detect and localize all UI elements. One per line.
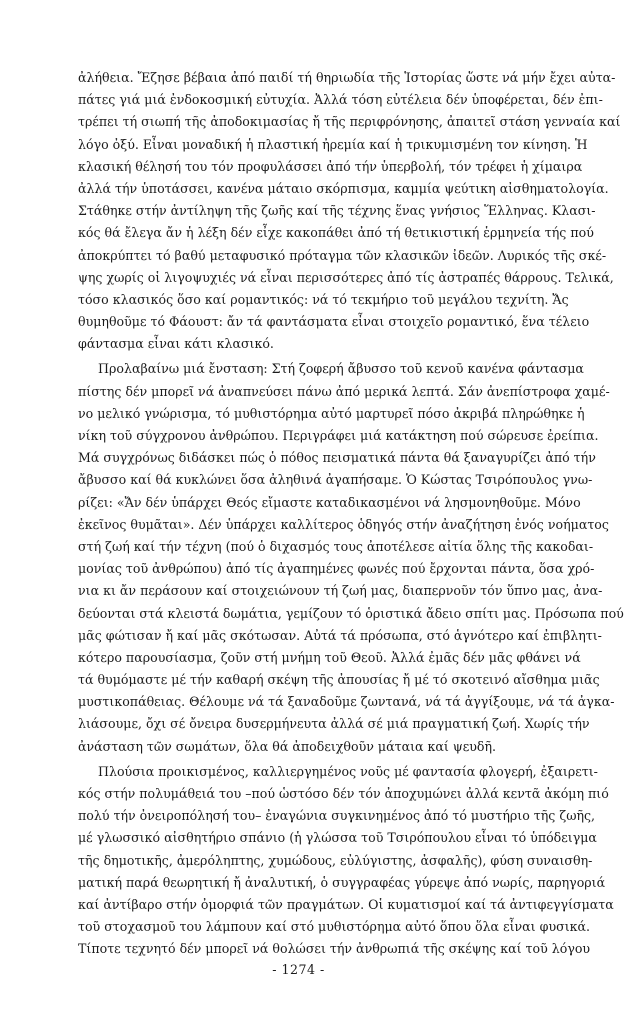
- text-line: Πλούσια προικισμένος, καλλιεργημένος νοῦς μέ φαντασία φλογερή, ἐξαιρετι-: [98, 763, 598, 779]
- text-line: μᾶς φώτισαν ἤ καί μᾶς σκότωσαν. Αὐτά τά πρόσωπα, στό ἁγνότερο καί ἐπιβλητι-: [78, 627, 602, 643]
- text-line: ἄβυσσο καί θά κυκλώνει ὅσα ἀληθινά ἀγαπήσαμε. Ὁ Κώστας Τσιρόπουλος γνω-: [78, 472, 593, 488]
- text-line: καί ἀντίβαρο στήν ὀμορφιά τῶν πραγμάτων. Οἱ κυματισμοί καί τά ἀντιφεγγίσματα: [78, 896, 614, 912]
- text-line: μέ γλωσσικό αἰσθητήριο σπάνιο (ἡ γλώσσα τοῦ Τσιρόπουλου εἶναι τό ὑπόδειγμα: [78, 830, 597, 846]
- text-line: νια κι ἄν περάσουν καί στοιχειώνουν τή ζωή μας, διαπερνοῦν τόν ὕπνο μας, ἀνα-: [78, 583, 603, 599]
- body-text: [78, 67, 624, 961]
- text-line: ματική παρά θεωρητική ἤ ἀναλυτική, ὁ συγγραφέας γύρεψε ἀπό νωρίς, παρηγοριά: [78, 874, 606, 890]
- text-line: Στάθηκε στήν ἀντίληψη τῆς ζωῆς καί τῆς τέχνης ἕνας γνήσιος Ἕλληνας. Κλασι-: [78, 203, 596, 219]
- text-line: φάντασμα εἶναι κάτι κλασικό.: [78, 336, 274, 352]
- text-line: λόγο ὀξύ. Εἶναι μοναδική ἡ πλαστική ἠρεμία καί ἡ τρικυμισμένη τον κίνηση. Ἡ: [78, 136, 588, 152]
- paragraph-2: [78, 358, 624, 757]
- text-line: κός θά ἔλεγα ἄν ἡ λέξη δέν εἶχε κακοπάθει ἀπό τή θετικιστική ἑρμηνεία τής πού: [78, 225, 594, 241]
- text-line: πάτες γιά μιά ἐνδοκοσμική εὐτυχία. Ἀλλά τόση εὐτέλεια δέν ὑποφέρεται, δέν ἐπι-: [78, 92, 603, 108]
- text-line: τόσο κλασικός ὅσο καί ρομαντικός: νά τό τεκμήριο τοῦ μεγάλου τεχνίτη. Ἄς: [78, 291, 569, 307]
- text-line: ἐκεῖνος θυμᾶται». Δέν ὑπάρχει καλλίτερος ὁδηγός στήν ἀναζήτηση ἑνός νοήματος: [78, 516, 609, 532]
- text-line: λιάσουμε, ὄχι σέ ὄνειρα δυσερμήνευτα ἀλλά σέ μιά πραγματική ζωή. Χωρίς τήν: [78, 716, 590, 732]
- text-line: ἀλλά τήν ὑποτάσσει, κανένα μάταιο σκόρπισμα, καμμία ψεύτικη αἰσθηματολογία.: [78, 180, 609, 196]
- text-line: Προλαβαίνω μιά ἔνσταση: Στή ζοφερή ἄβυσσο τοῦ κενοῦ κανένα φάντασμα: [98, 361, 584, 377]
- text-line: Μά συγχρόνως διδάσκει πώς ὁ πόθος πεισματικά πάντα θά ξαναγυρίζει ἀπό τήν: [78, 450, 596, 466]
- text-line: κός στήν πολυμάθειά του –πού ὡστόσο δέν τόν ἀποχυμώνει ἀλλά κεντᾶ ἀκόμη πιό: [78, 786, 609, 801]
- text-line: τρέπει τή σιωπή τῆς ἀποδοκιμασίας ἤ τῆς περιφρόνησης, ἀπαιτεῖ στάση γενναία καί: [78, 114, 621, 130]
- text-line: ἀποκρύπτει τό βαθύ μεταφυσικό πρόταγμα τῶν κλασικῶν ἰδεῶν. Λυρικός τῆς σκέ-: [78, 247, 607, 263]
- text-line: μυστικοπάθειας. Θέλουμε νά τά ξαναδοῦμε ζωντανά, νά τά ἀγγίξουμε, νά τά ἀγκα-: [78, 694, 615, 710]
- text-line: πίστης δέν μπορεῖ νά ἀναπνεύσει πάνω ἀπό μερικά λεπτά. Σάν ἀνεπίστροφα χαμέ-: [78, 383, 610, 399]
- text-line: Τίποτε τεχνητό δέν μπορεῖ νά θολώσει τήν ἀνθρωπιά τῆς σκέψης καί τοῦ λόγου: [78, 941, 591, 957]
- text-line: νίκη τοῦ σύγχρονου ἀνθρώπου. Περιγράφει μιά κατάκτηση πού σώρευσε ἐρείπια.: [78, 428, 599, 443]
- text-line: τῆς δημοτικῆς, ἀμερόληπτης, χυμώδους, εὐλύγιστης, ἀσφαλῆς), φύση συναισθη-: [78, 852, 593, 868]
- text-line: κότερο παρουσίασμα, ζοῦν στή μνήμη τοῦ Θεοῦ. Ἀλλά ἐμᾶς δέν μᾶς φθάνει νά: [78, 649, 581, 665]
- text-line: νο μελικό γνώρισμα, τό μυθιστόρημα αὐτό μαρτυρεῖ πόσο ἀκριβά πληρώθηκε ἡ: [78, 405, 585, 421]
- text-line: τά θυμόμαστε μέ τήν καθαρή σκέψη τῆς ἀπουσίας ἤ μέ τό σκοτεινό αἴσθημα μιᾶς: [78, 672, 600, 688]
- text-line: κλασική θέλησή του τόν προφυλάσσει ἀπό τήν ὑπερβολή, τόν τρέφει ἡ χίμαιρα: [78, 158, 583, 174]
- paragraph-3: [78, 761, 614, 961]
- text-line: θυμηθοῦμε τό Φάουστ: ἄν τά φαντάσματα εἶναι στοιχεῖο ρομαντικό, ἕνα τέλειο: [78, 314, 590, 330]
- paragraph-1: [78, 67, 621, 355]
- text-line: τοῦ στοχασμοῦ του λάμπουν καί στό μυθιστόρημα αὐτό ὅπου ὅλα εἶναι φυσικά.: [78, 919, 591, 935]
- text-line: στή ζωή καί τήν τέχνη (πού ὁ διχασμός τους ἀποτέλεσε αἰτία ὅλης τῆς κακοδαι-: [78, 538, 594, 554]
- text-line: μονίας τοῦ ἀνθρώπου) ἀπό τίς ἀγαπημένες φωνές πού ἔρχονται πάντα, ὅσα χρό-: [78, 561, 595, 577]
- text-line: ψης χωρίς οἱ λιγοψυχιές νά εἶναι περισσότερες ἀπό τίς ἀστραπές θάρρους. Τελικά,: [78, 269, 614, 285]
- page-number: - 1274 -: [272, 962, 325, 977]
- text-line: δεύονται στά κλειστά δωμάτια, γεμίζουν τό ὁριστικά ἄδειο σπίτι μας. Πρόσωπα πού: [78, 605, 624, 621]
- text-line: ρίζει: «Ἄν δέν ὑπάρχει Θεός εἴμαστε καταδικασμένοι νά λησμονηθοῦμε. Μόνο: [78, 494, 581, 510]
- text-line: ἀνάσταση τῶν σωμάτων, ὅλα θά ἀποδειχθοῦν μάταια καί ψευδῆ.: [78, 738, 497, 754]
- text-line: πολύ τήν ὀνειροπόλησή του– ἐναγώνια συγκινημένος ἀπό τό μυστήριο τῆς ζωῆς,: [78, 808, 596, 824]
- text-line: ἀλήθεια. Ἔζησε βέβαια ἀπό παιδί τή θηριωδία τῆς Ἱστορίας ὥστε νά μήν ἔχει αὐτα-: [78, 70, 616, 85]
